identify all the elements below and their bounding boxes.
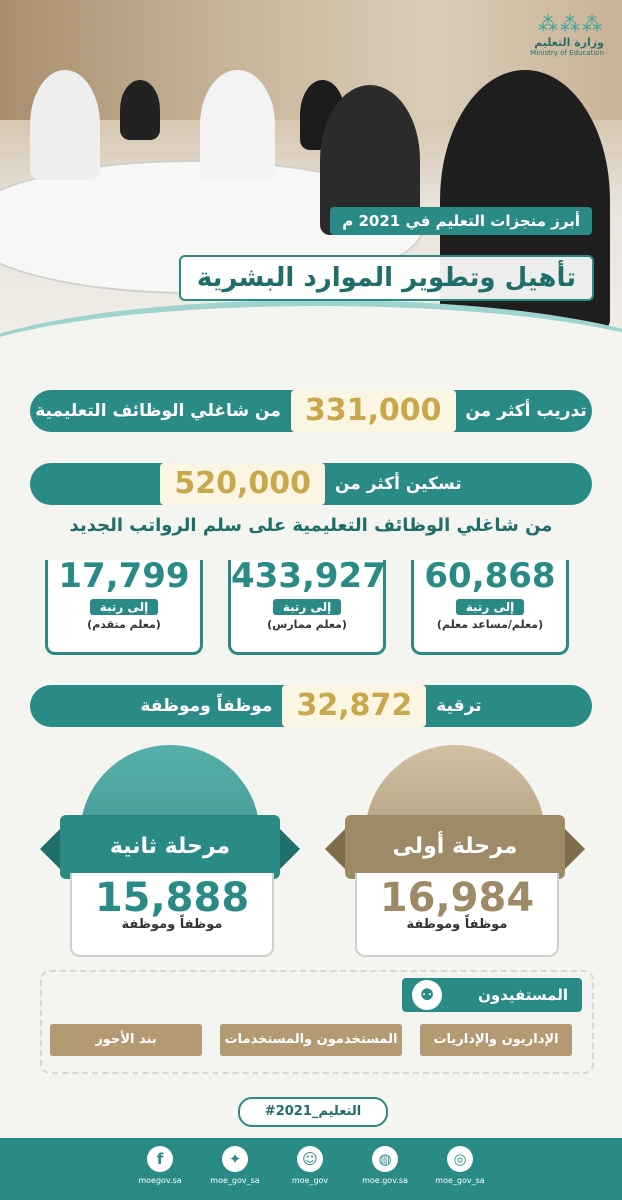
logo-name-en: Ministry of Education [530,49,604,57]
hero-person [120,80,160,140]
housing-line2: من شاغلي الوظائف التعليمية على سلم الرواتب الجديد [69,515,553,536]
stage-value: 16,984 [379,875,535,921]
rank-value: 17,799 [58,556,190,596]
promotion-pill [30,685,592,727]
stage-title: مرحلة أولى [345,815,565,879]
rank-value: 433,927 [231,556,386,596]
promotion-suffix: موظفاً وموظفة [140,696,273,716]
beneficiary-tag: المستخدمون والمستخدمات [220,1024,402,1056]
page-subtitle: أبرز منجزات التعليم في 2021 م [330,207,592,235]
social-link-twitter[interactable] [200,1146,270,1185]
rank-title: (معلم متقدم) [87,618,161,631]
stage-label: موظفاً وموظفة [406,917,508,932]
hero-person [30,70,100,180]
rank-box [411,556,569,655]
beneficiary-tag: الإداريون والإداريات [420,1024,572,1056]
housing-pill [30,463,592,505]
rank-box [45,556,203,655]
rank-title: (معلم/مساعد معلم) [436,618,544,631]
promotion-prefix: ترقية [436,696,482,716]
rank-label: إلى رتبة [90,599,159,615]
logo-name-ar: وزارة التعليم [534,36,604,49]
rank-title: (معلم ممارس) [267,618,347,631]
people-network-icon: ⚉ [412,980,442,1010]
hero-person [200,70,275,180]
training-pill [30,390,592,432]
rank-label: إلى رتبة [456,599,525,615]
hashtag-badge: #التعليم_2021 [238,1097,388,1127]
social-link-instagram[interactable] [425,1146,495,1185]
social-handle: moe_gov_sa [435,1176,485,1185]
snapchat-icon: ☺ [297,1146,323,1172]
page-title: تأهيل وتطوير الموارد البشرية [179,255,594,301]
stage-ribbon [335,815,575,879]
training-prefix: تدريب أكثر من [465,401,587,421]
social-link-snapchat[interactable] [275,1146,345,1185]
stage-value: 15,888 [94,875,250,921]
training-suffix: من شاغلي الوظائف التعليمية [35,401,281,421]
stage-label: موظفاً وموظفة [121,917,223,932]
rank-value: 60,868 [424,556,556,596]
social-link-website[interactable] [350,1146,420,1185]
beneficiaries-heading [402,978,582,1012]
hero-photo [0,0,622,350]
stage-card [70,873,274,957]
social-handle: moe_gov [291,1176,329,1185]
housing-value: 520,000 [160,463,325,505]
housing-prefix: تسكين أكثر من [334,474,462,494]
stage-ribbon [50,815,290,879]
stage-title: مرحلة ثانية [60,815,280,879]
rank-box [228,556,386,655]
ministry-logo: ⁂⁂⁂ وزارة التعليم Ministry of Education [514,12,604,68]
facebook-icon: f [147,1146,173,1172]
beneficiary-tag: بند الأجور [50,1024,202,1056]
stage-card [355,873,559,957]
beneficiaries-heading-text: المستفيدون [478,986,568,1004]
instagram-icon: ◎ [447,1146,473,1172]
social-link-facebook[interactable] [125,1146,195,1185]
social-handle: moegov.sa [138,1176,182,1185]
stage-one [335,745,575,955]
training-value: 331,000 [291,390,456,432]
rank-label: إلى رتبة [273,599,342,615]
twitter-icon: ✦ [222,1146,248,1172]
stage-two [50,745,290,955]
social-handle: moe.gov.sa [362,1176,408,1185]
social-handle: moe_gov_sa [210,1176,260,1185]
promotion-value: 32,872 [282,685,426,727]
globe-icon: ◍ [372,1146,398,1172]
